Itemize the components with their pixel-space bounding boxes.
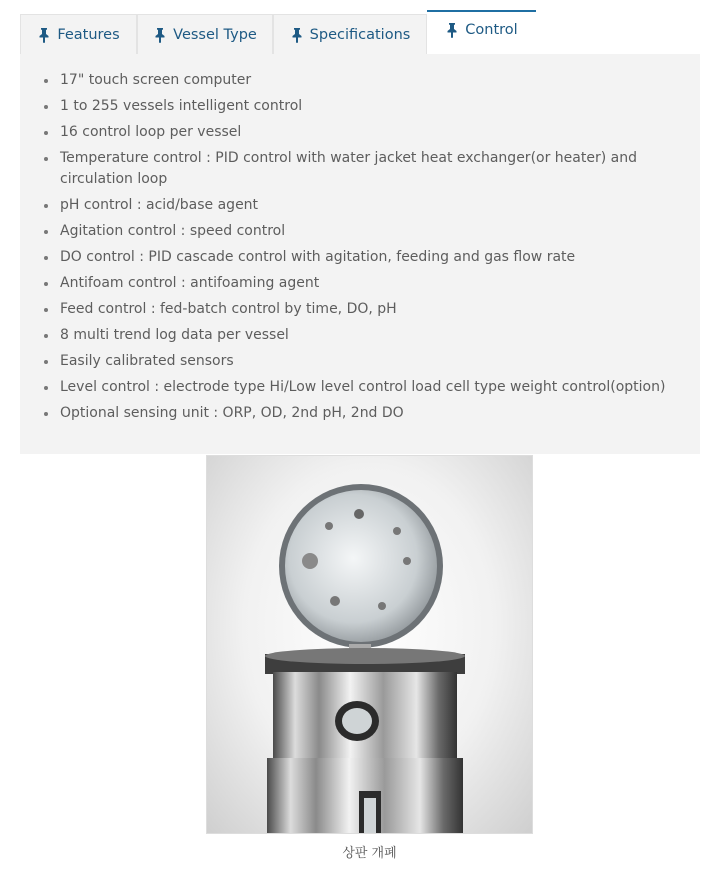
list-item: Easily calibrated sensors <box>44 351 670 372</box>
list-item: 17" touch screen computer <box>44 70 670 91</box>
list-item: DO control : PID cascade control with agitation, feeding and gas flow rate <box>44 247 670 268</box>
list-item: Antifoam control : antifoaming agent <box>44 273 670 294</box>
control-panel <box>20 54 700 454</box>
vessel-illustration <box>207 456 533 834</box>
tab-features[interactable] <box>20 14 137 54</box>
pin-icon <box>37 27 51 43</box>
list-item: Level control : electrode type Hi/Low level control load cell type weight control(option) <box>44 377 670 398</box>
list-item: 8 multi trend log data per vessel <box>44 325 670 346</box>
list-item: Agitation control : speed control <box>44 221 670 242</box>
photo-caption: 상판 개폐 <box>342 846 397 861</box>
list-item: pH control : acid/base agent <box>44 195 670 216</box>
list-item: 16 control loop per vessel <box>44 122 670 143</box>
tab-vessel-type[interactable] <box>137 14 273 54</box>
tab-label: Vessel Type <box>173 26 257 43</box>
control-list <box>20 70 700 424</box>
pin-icon <box>290 27 304 43</box>
tab-label: Control <box>465 22 518 38</box>
list-item: Temperature control : PID control with water jacket heat exchanger(or heater) and circulation loop <box>44 148 670 190</box>
tab-control[interactable] <box>427 10 536 54</box>
pin-icon <box>153 27 167 43</box>
tab-bar <box>20 10 700 54</box>
vessel-photo <box>206 455 533 834</box>
list-item: Feed control : fed-batch control by time, DO, pH <box>44 299 670 320</box>
list-item: Optional sensing unit : ORP, OD, 2nd pH, 2nd DO <box>44 403 670 424</box>
tab-label: Features <box>57 26 120 43</box>
pin-icon <box>445 22 459 38</box>
tab-label: Specifications <box>309 26 411 43</box>
list-item: 1 to 255 vessels intelligent control <box>44 96 670 117</box>
tab-specifications[interactable] <box>273 14 427 54</box>
